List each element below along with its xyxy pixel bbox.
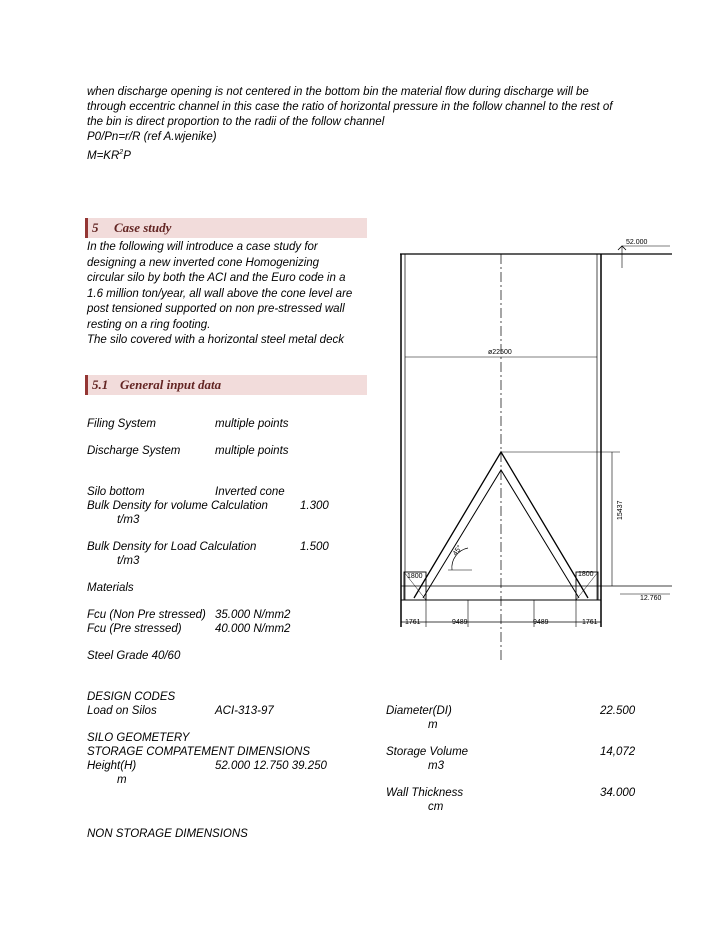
intro-line: when discharge opening is not centered in the bottom bin the material flow during discharge will be <box>87 86 589 98</box>
fcu-non-value: 35.000 N/mm2 <box>215 609 291 621</box>
right-edge-label: 1761 <box>582 619 598 626</box>
para-line: In the following will introduce a case study for <box>87 241 318 253</box>
bulk-load-unit: t/m3 <box>117 555 140 567</box>
geometry-heading: SILO GEOMETERY <box>87 732 190 744</box>
wall-unit: cm <box>428 801 444 813</box>
section-title: Case study <box>114 220 172 235</box>
diameter-unit: m <box>428 719 438 731</box>
para-line: resting on a ring footing. <box>87 318 211 331</box>
diameter-label: Diameter(DI) <box>386 705 452 717</box>
discharge-label: Discharge System <box>87 445 181 457</box>
section-title: General input data <box>120 377 222 392</box>
para-line: circular silo by both the ACI and the Euro code in a <box>87 272 346 284</box>
filling-label: Filing System <box>87 418 157 430</box>
bottom-label: Silo bottom <box>87 486 145 498</box>
right-width-label: 1800 <box>578 571 594 578</box>
height-label: Height(H) <box>87 760 137 772</box>
section-number: 5 <box>92 220 99 235</box>
para-line: The silo covered with a horizontal steel metal deck <box>87 334 344 346</box>
intro-line: the bin is direct proportion to the radii of the follow channel <box>87 116 385 128</box>
left-width-label: 1800 <box>407 573 423 580</box>
formula: $M=KR^2P$ <box>87 149 131 162</box>
fcu-pre-value: 40.000 N/mm2 <box>215 623 291 635</box>
volume-unit: m3 <box>428 760 444 772</box>
steel-grade: Steel Grade 40/60 <box>87 650 181 662</box>
height-value: 52.000 12.750 39.250 <box>215 760 327 772</box>
intro-line: through eccentric channel in this case the ratio of horizontal pressure in the follow channel to the rest of <box>87 101 613 113</box>
volume-value: 14,072 <box>600 746 636 758</box>
filling-value: multiple points <box>215 418 289 430</box>
diameter-label-drawing: ø22500 <box>488 349 512 356</box>
storage-dims-heading: STORAGE COMPATEMENT DIMENSIONS <box>87 746 310 758</box>
fcu-pre-label: Fcu (Pre stressed) <box>87 623 182 635</box>
left-edge-label: 1761 <box>405 619 421 626</box>
bulk-vol-label: Bulk Density for volume Calculation <box>87 500 268 512</box>
bulk-vol-value: 1.300 <box>300 500 329 512</box>
bottom-value: Inverted cone <box>215 486 285 498</box>
wall-label: Wall Thickness <box>386 787 464 799</box>
para-line: post tensioned supported on non pre-stressed wall <box>87 303 345 315</box>
para-line: 1.6 million ton/year, all wall above the cone level are <box>87 287 353 300</box>
bulk-load-label: Bulk Density for Load Calculation <box>87 541 257 553</box>
para-line: designing a new inverted cone Homogenizing <box>87 256 320 269</box>
intro-line: P0/Pn=r/R (ref A.wjenike) <box>87 131 217 143</box>
bottom-level-label: 12.760 <box>640 595 662 602</box>
bulk-vol-unit: t/m3 <box>117 514 140 526</box>
discharge-value: multiple points <box>215 445 289 457</box>
section-number: 5.1 <box>92 377 109 392</box>
cone-height-label: 15437 <box>617 500 624 520</box>
fcu-non-label: Fcu (Non Pre stressed) <box>87 609 206 621</box>
bulk-load-value: 1.500 <box>300 541 329 553</box>
angle-label: 45° <box>451 544 464 558</box>
load-label: Load on Silos <box>87 705 157 717</box>
diameter-value: 22.500 <box>600 705 636 717</box>
left-span-label: 9489 <box>452 619 468 626</box>
design-codes-heading: DESIGN CODES <box>87 691 176 703</box>
load-value: ACI-313-97 <box>215 705 274 717</box>
height-unit: m <box>117 774 127 786</box>
top-level-label: 52.000 <box>626 239 648 246</box>
wall-value: 34.000 <box>600 787 636 799</box>
right-span-label: 9489 <box>533 619 549 626</box>
materials-label: Materials <box>87 582 134 594</box>
volume-label: Storage Volume <box>386 746 469 758</box>
non-storage-heading: NON STORAGE DIMENSIONS <box>87 828 248 840</box>
